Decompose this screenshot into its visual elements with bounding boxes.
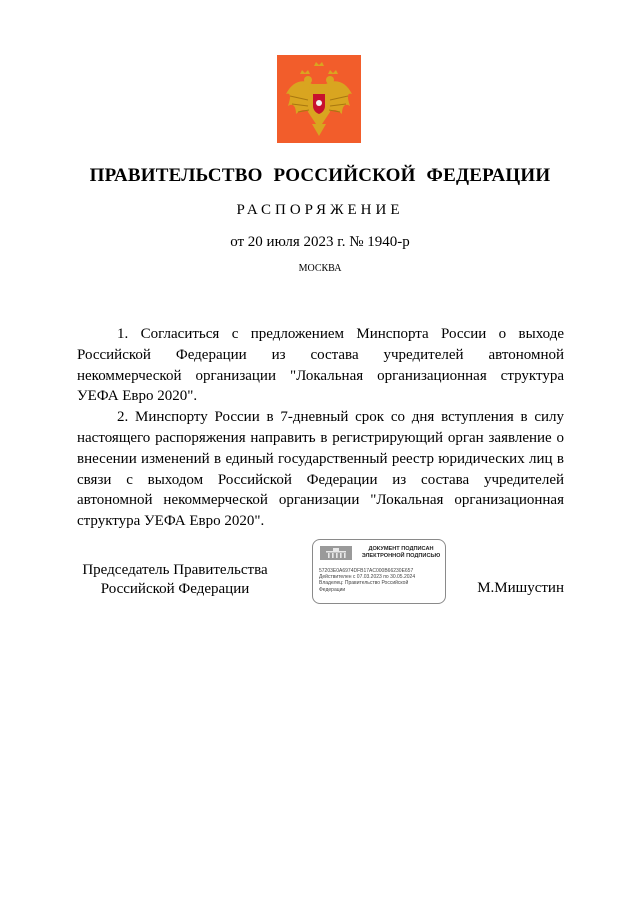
stamp-title bbox=[359, 546, 443, 559]
stamp-owner-line2: Федерации bbox=[319, 586, 346, 593]
stamp-owner-line1: Владелец: Правительство Российской bbox=[319, 580, 409, 587]
stamp-validity: Действителен с 07.03.2023 по 30.05.2024 bbox=[319, 574, 416, 581]
paragraph-2: 2. Минспорту России в 7-дневный срок со дня вступления в силу настоящего распоряжения направить в регистрирующий орган заявление о внесении изменений в единый государственный реестр юридических лиц в связи с выходом Российской Федерации из состава учредителей автономной некоммерческой организации "Локальная организационная структура УЕФА Евро 2020". bbox=[77, 409, 564, 530]
coat-of-arms-icon bbox=[282, 60, 356, 138]
signer-position bbox=[70, 561, 280, 599]
stamp-certificate: 57203E0A6974DFB17AC000B66230E657 bbox=[319, 568, 414, 574]
signer-position-line1: Председатель Правительства bbox=[82, 562, 268, 578]
signer-position-line2: Российской Федерации bbox=[100, 581, 250, 597]
stamp-title-line1: ДОКУМЕНТ ПОДПИСАН bbox=[368, 546, 434, 552]
document-body bbox=[77, 324, 564, 532]
government-title: ПРАВИТЕЛЬСТВО РОССИЙСКОЙ ФЕДЕРАЦИИ bbox=[89, 165, 551, 186]
document-date-number: от 20 июля 2023 г. № 1940-р bbox=[230, 234, 410, 250]
document-type: РАСПОРЯЖЕНИЕ bbox=[236, 202, 404, 218]
building-icon bbox=[320, 546, 352, 560]
paragraph-1: 1. Согласиться с предложением Минспорта России о выходе Российской Федерации из состава учредителей автономной некоммерческой организации "Локальная организационная структура УЕФА Евро 2020". bbox=[77, 326, 564, 405]
coat-of-arms-emblem bbox=[277, 55, 361, 143]
document-city: МОСКВА bbox=[298, 263, 342, 274]
stamp-title-line2: ЭЛЕКТРОННОЙ ПОДПИСЬЮ bbox=[361, 552, 441, 559]
electronic-signature-stamp bbox=[312, 539, 446, 604]
stamp-details bbox=[319, 568, 443, 593]
signer-name: М.Мишустин bbox=[477, 580, 564, 596]
